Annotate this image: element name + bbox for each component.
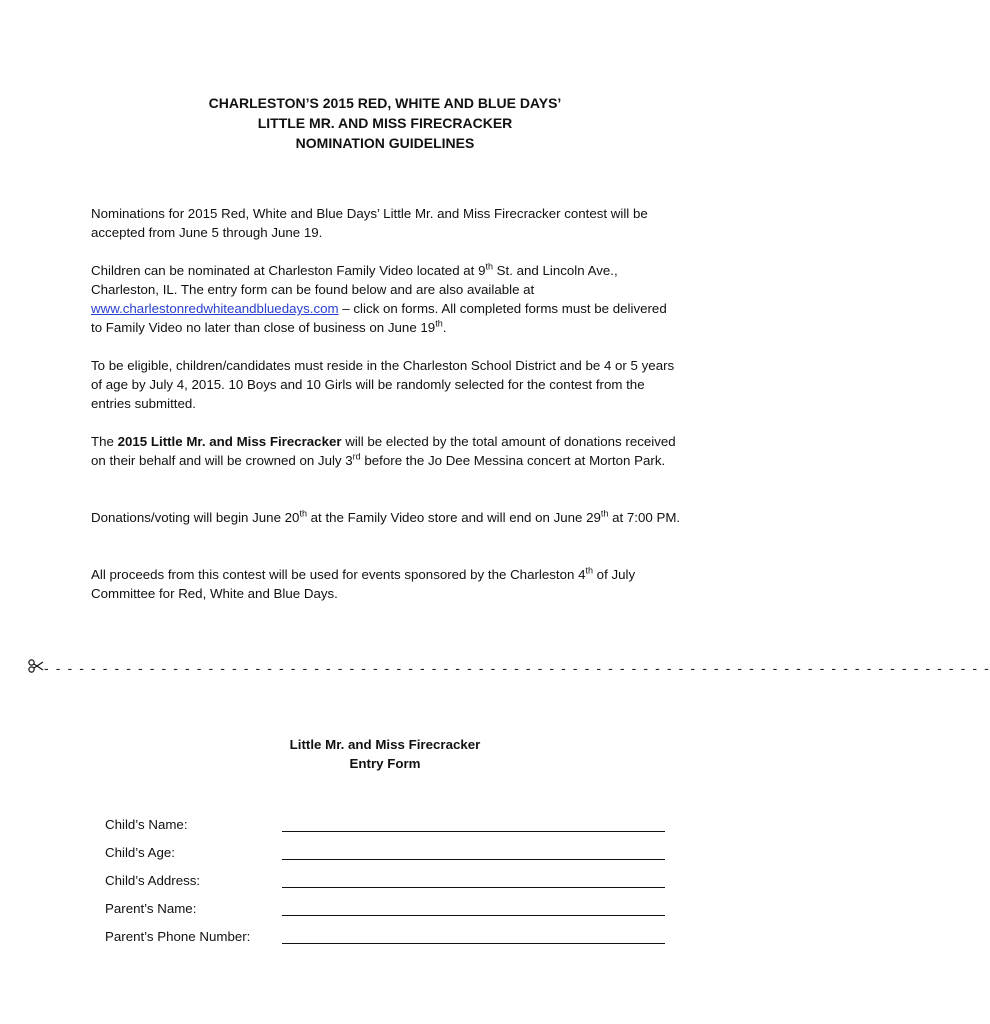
parent-name-label: Parent’s Name: (105, 901, 197, 916)
text-span: – click on forms. All completed forms must be delivered to Family Video no later than close of business on June 19 (91, 301, 667, 335)
superscript: th (435, 318, 443, 329)
superscript: rd (352, 451, 361, 462)
child-name-field[interactable] (282, 831, 665, 832)
text-span: at 7:00 PM. (608, 510, 681, 525)
text-span: All proceeds from this contest will be used for events sponsored by the Charleston 4 (91, 567, 586, 582)
title-line-1: CHARLESTON’S 2015 RED, WHITE AND BLUE DAYS’ (208, 95, 562, 111)
child-address-row (105, 872, 665, 892)
paragraph-eligibility-text: To be eligible, children/candidates must reside in the Charleston School District and be 4 or 5 years of age by July 4, 2015. 10 Boys and 10 Girls will be randomly selected for the contest from the entries submitted. (91, 358, 675, 411)
title-line-3: NOMINATION GUIDELINES (295, 135, 475, 151)
text-span: of July Committee for Red, White and Blue Days. (91, 567, 636, 601)
parent-phone-field[interactable] (282, 943, 665, 944)
dashed-line: - - - - - - - - - - - - - - - - - - - - - - - - - - - - - - - - - - - - - - - - - - - - - - - - - - - - - - - - - - - - - - - - - - - - - - - - - - - - - - - - - (44, 660, 990, 676)
paragraph-nominations-text: Nominations for 2015 Red, White and Blue Days’ Little Mr. and Miss Firecracker contest will be accepted from June 5 through June 19. (91, 206, 648, 240)
text-span: Donations/voting will begin June 20 (91, 510, 300, 525)
scissors-icon (28, 659, 44, 676)
paragraph-election-text (91, 432, 681, 470)
parent-name-row (105, 900, 665, 920)
superscript: th (600, 508, 609, 519)
child-address-label: Child’s Address: (105, 873, 201, 888)
paragraph-nominations (91, 204, 681, 242)
entry-form-subtitle: Entry Form (349, 756, 421, 771)
paragraph-proceeds (91, 565, 681, 603)
paragraph-election (91, 432, 681, 470)
text-span: Children can be nominated at Charleston Family Video located at 9 (91, 263, 486, 278)
parent-phone-label: Parent’s Phone Number: (105, 929, 251, 944)
paragraph-where-to-nominate-text (91, 261, 681, 337)
entry-form-heading (0, 735, 770, 773)
superscript: th (299, 508, 307, 519)
paragraph-voting (91, 508, 681, 527)
paragraph-eligibility (91, 356, 681, 413)
page-title (0, 93, 770, 153)
superscript: th (585, 565, 593, 576)
website-link[interactable]: www.charlestonredwhiteandbluedays.com (91, 301, 339, 316)
child-age-row (105, 844, 665, 864)
parent-name-field[interactable] (282, 915, 665, 916)
cut-line (28, 659, 990, 676)
bold-text: 2015 Little Mr. and Miss Firecracker (117, 434, 342, 449)
child-age-field[interactable] (282, 859, 665, 860)
title-line-2: LITTLE MR. AND MISS FIRECRACKER (257, 115, 513, 131)
entry-form-title: Little Mr. and Miss Firecracker (289, 737, 481, 752)
child-address-field[interactable] (282, 887, 665, 888)
paragraph-proceeds-text (91, 565, 681, 603)
parent-phone-row (105, 928, 665, 948)
superscript: th (485, 261, 493, 272)
text-span: at the Family Video store and will end on June 29 (306, 510, 601, 525)
paragraph-voting-text (91, 508, 681, 527)
child-age-label: Child’s Age: (105, 845, 175, 860)
paragraph-where-to-nominate (91, 261, 681, 337)
text-span: before the Jo Dee Messina concert at Morton Park. (360, 453, 666, 468)
child-name-label: Child’s Name: (105, 817, 188, 832)
text-span: . (442, 320, 447, 335)
text-span: The (91, 434, 118, 449)
child-name-row (105, 816, 665, 836)
text-span: St. and Lincoln Ave., Charleston, IL. The entry form can be found below and are also available at (91, 263, 618, 297)
text-span: will be elected by the total amount of donations received on their behalf and will be crowned on July 3 (91, 434, 676, 468)
